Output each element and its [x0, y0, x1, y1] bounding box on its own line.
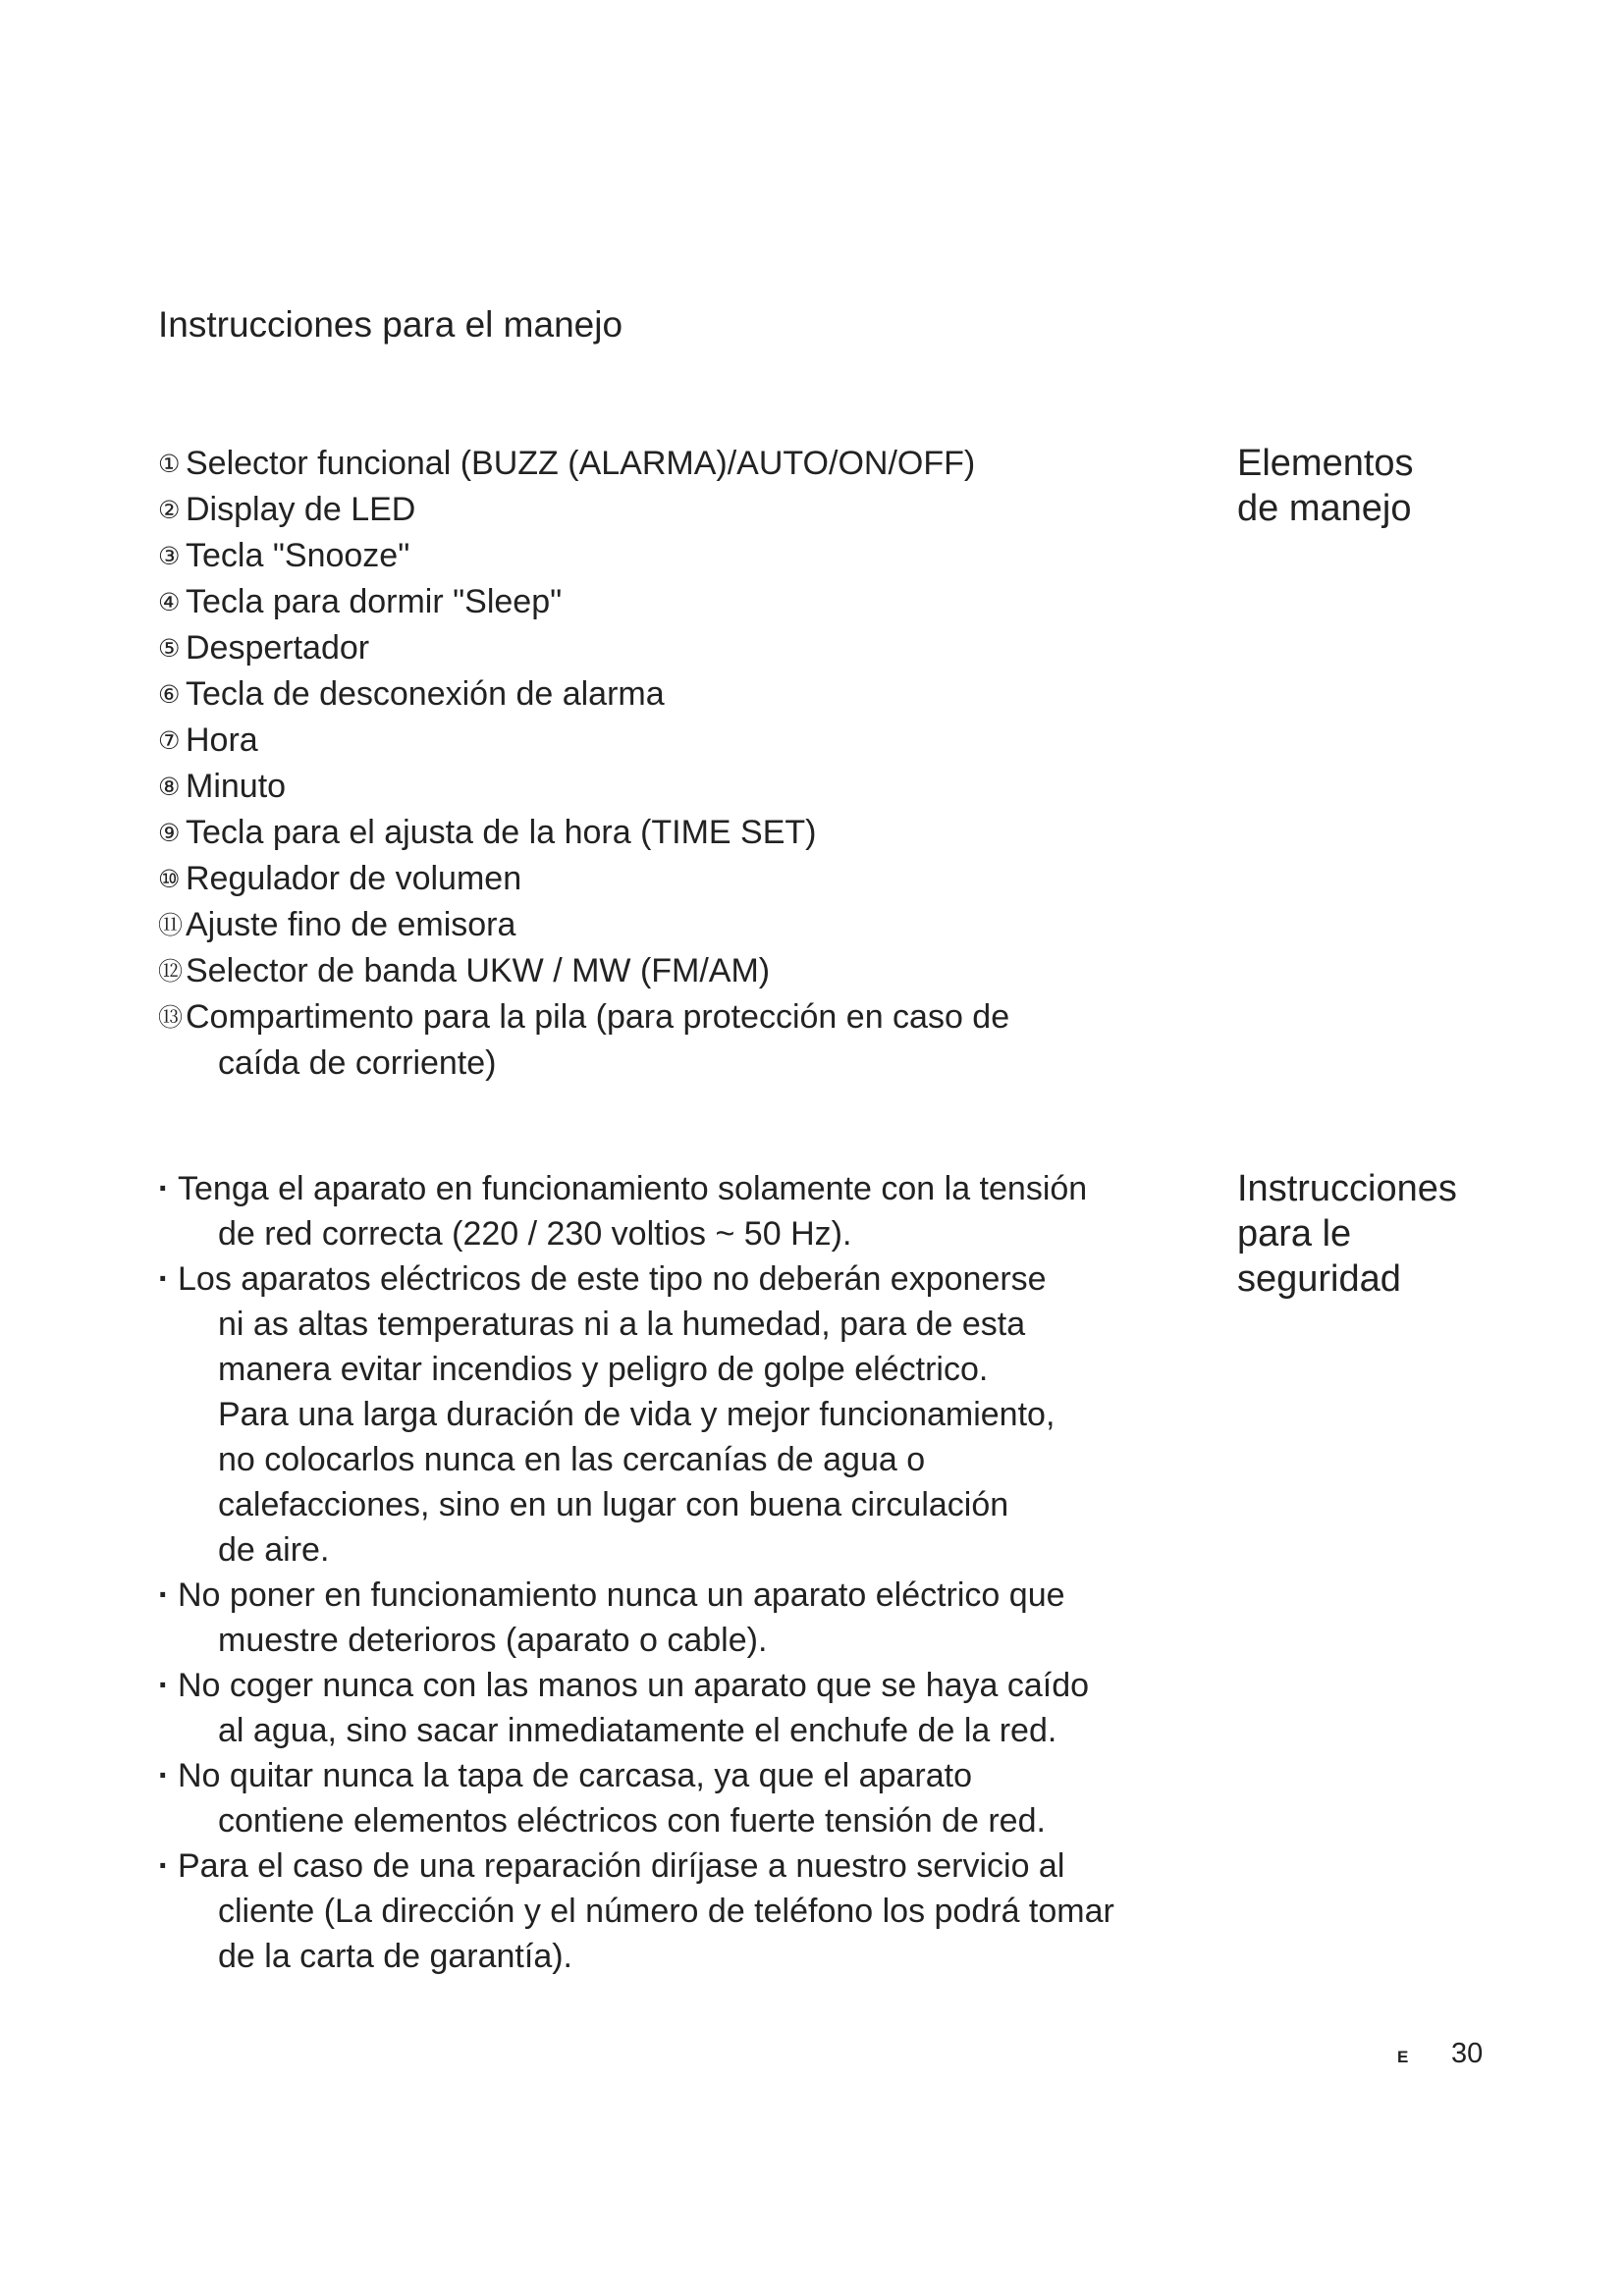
heading-line: seguridad	[1237, 1258, 1401, 1300]
item-continuation: calefacciones, sino en un lugar con buena circulación	[218, 1486, 1009, 1523]
list-item	[158, 1753, 1218, 1843]
item-number: ⑨	[158, 820, 181, 847]
language-marker: E	[1397, 2048, 1409, 2066]
safety-section	[158, 1166, 1457, 1979]
item-number: ⑦	[158, 727, 181, 755]
item-text: Tenga el aparato en funcionamiento solamente con la tensión	[178, 1170, 1088, 1207]
item-text: No poner en funcionamiento nunca un aparato eléctrico que	[178, 1576, 1065, 1614]
item-continuation: de la carta de garantía).	[218, 1938, 573, 1975]
item-number: ⑫	[158, 958, 184, 986]
item-text: Regulador de volumen	[186, 860, 522, 897]
list-item	[158, 810, 1218, 856]
list-item	[158, 902, 1218, 948]
item-number: ⑥	[158, 681, 181, 709]
item-text: No quitar nunca la tapa de carcasa, ya que el aparato	[178, 1757, 972, 1794]
item-continuation: Para una larga duración de vida y mejor funcionamiento,	[218, 1396, 1056, 1433]
item-continuation: ni as altas temperaturas ni a la humedad, para de esta	[218, 1306, 1026, 1343]
item-continuation: cliente (La dirección y el número de teléfono los podrá tomar	[218, 1893, 1114, 1930]
list-item	[158, 1573, 1218, 1663]
item-text: No coger nunca con las manos un aparato que se haya caído	[178, 1667, 1090, 1704]
item-text: Los aparatos eléctricos de este tipo no deberán exponerse	[178, 1260, 1047, 1298]
item-text: Ajuste fino de emisora	[186, 906, 516, 943]
item-text: Tecla de desconexión de alarma	[186, 675, 665, 713]
item-continuation: de aire.	[218, 1531, 330, 1569]
list-item	[158, 718, 1218, 764]
safety-list	[158, 1166, 1218, 1979]
item-continuation: de red correcta (220 / 230 voltios ~ 50 Hz).	[218, 1215, 852, 1253]
list-item	[158, 994, 1218, 1086]
list-item	[158, 441, 1218, 487]
item-number: ⑧	[158, 774, 181, 801]
list-item	[158, 764, 1218, 810]
item-continuation: muestre deterioros (aparato o cable).	[218, 1622, 768, 1659]
item-text: Tecla para dormir "Sleep"	[186, 583, 563, 620]
item-text: Minuto	[186, 768, 287, 805]
item-number: ③	[158, 543, 181, 570]
item-text: Selector de banda UKW / MW (FM/AM)	[186, 952, 771, 989]
item-text: Compartimento para la pila (para protección en caso de	[186, 998, 1010, 1036]
list-item	[158, 487, 1218, 533]
list-item	[158, 533, 1218, 579]
bullet: ·	[158, 1847, 170, 1885]
item-number: ⑤	[158, 635, 181, 663]
controls-section	[158, 441, 1414, 1086]
list-item	[158, 671, 1218, 718]
item-continuation: no colocarlos nunca en las cercanías de agua o	[218, 1441, 926, 1478]
item-number: ⑩	[158, 866, 181, 893]
item-continuation: manera evitar incendios y peligro de golpe eléctrico.	[218, 1351, 989, 1388]
item-continuation: caída de corriente)	[218, 1044, 497, 1082]
page-number: 30	[1451, 2038, 1484, 2069]
item-continuation: contiene elementos eléctricos con fuerte tensión de red.	[218, 1802, 1046, 1840]
item-number: ⑪	[158, 912, 184, 939]
item-text: Selector funcional (BUZZ (ALARMA)/AUTO/ON/OFF)	[186, 445, 976, 482]
item-number: ④	[158, 589, 181, 616]
item-text: Para el caso de una reparación diríjase a nuestro servicio al	[178, 1847, 1065, 1885]
bullet: ·	[158, 1170, 170, 1207]
heading-line: Instrucciones	[1237, 1168, 1457, 1209]
item-text: Despertador	[186, 629, 370, 667]
list-item	[158, 1166, 1218, 1256]
list-item	[158, 625, 1218, 671]
item-number: ②	[158, 497, 181, 524]
list-item	[158, 1843, 1218, 1979]
list-item	[158, 1663, 1218, 1753]
bullet: ·	[158, 1667, 170, 1704]
list-item	[158, 1256, 1218, 1573]
item-text: Tecla "Snooze"	[186, 537, 410, 574]
bullet: ·	[158, 1260, 170, 1298]
bullet: ·	[158, 1757, 170, 1794]
safety-heading	[1237, 1166, 1457, 1302]
item-text: Tecla para el ajusta de la hora (TIME SET)	[186, 814, 817, 851]
item-text: Hora	[186, 721, 258, 759]
controls-list	[158, 441, 1218, 1086]
controls-heading	[1237, 441, 1414, 531]
heading-line: de manejo	[1237, 488, 1412, 529]
heading-line: para le	[1237, 1213, 1352, 1255]
bullet: ·	[158, 1576, 170, 1614]
item-text: Display de LED	[186, 491, 416, 528]
item-number: ⑬	[158, 1004, 184, 1032]
heading-line: Elementos	[1237, 443, 1414, 484]
item-number: ①	[158, 451, 181, 478]
list-item	[158, 579, 1218, 625]
list-item	[158, 948, 1218, 994]
item-continuation: al agua, sino sacar inmediatamente el enchufe de la red.	[218, 1712, 1057, 1749]
page-title: Instrucciones para el manejo	[158, 304, 623, 345]
list-item	[158, 856, 1218, 902]
